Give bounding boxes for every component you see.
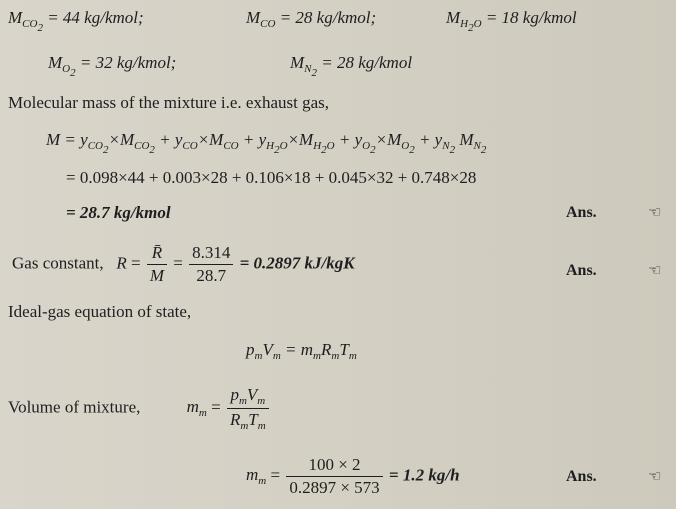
molecular-mass-heading: Molecular mass of the mixture i.e. exhaust gas, <box>8 93 330 112</box>
molar-mass-co2: $M_{CO_2} = 44$ kg/kmol; <box>8 8 144 34</box>
answer-label: Ans. <box>566 204 597 221</box>
mass-result-line: $m_m$ = $\frac{100 \times 2}{0.2897 \times 573}$ = 1.2 kg/h <box>246 455 460 497</box>
volume-line: Volume of mixture, $m_m$ = $\frac{p_mV_m}{R_mT_m}$ <box>8 385 271 432</box>
molecular-mass-formula: $M = y_{CO_2}\times M_{CO_2} + y_{CO}\times M_{CO} + y_{H_2O}\times M_{H_2O} + y_{O_2}\times M_{O_2} + y_{N_2}$ $M_{N_2}$ <box>46 130 487 156</box>
pointing-hand-icon: ☜ <box>648 205 662 221</box>
gas-constant-symbol-fraction: $\frac{R̄}{M}$ <box>147 243 167 286</box>
gas-constant-value-fraction: $\frac{8.314}{28.7}$ <box>189 243 233 286</box>
molar-mass-n2: $M_{N_2} = 28$ kg/kmol <box>290 53 413 79</box>
molecular-mass-substitution: = 0.098×44 + 0.003×28 + 0.106×18 + 0.045×32 + 0.748×28 <box>66 168 477 187</box>
answer-label: Ans. <box>566 262 597 279</box>
pointing-hand-icon: ☜ <box>648 263 662 279</box>
ideal-gas-equation: $p_mV_m = m_mR_mT_m$ <box>246 340 357 362</box>
molar-mass-o2: $M_{O_2} = 32$ kg/kmol; <box>48 53 177 79</box>
ideal-gas-heading: Ideal-gas equation of state, <box>8 302 192 321</box>
molecular-mass-result: = 28.7 kg/kmol <box>66 203 171 222</box>
pointing-hand-icon: ☜ <box>648 469 662 485</box>
molar-mass-co: $M_{CO} = 28$ kg/kmol; <box>246 8 377 30</box>
gas-constant-line: Gas constant, R = $\frac{R̄}{M}$ = $\frac{8.314}{28.7}$ = 0.2897 kJ/kgK <box>12 243 355 285</box>
molar-mass-h2o: $M_{H_2O} = 18$ kg/kmol <box>446 8 577 34</box>
mass-formula-fraction: $\frac{p_mV_m}{R_mT_m}$ <box>227 385 269 432</box>
mass-value-fraction: $\frac{100 \times 2}{0.2897 \times 573}$ <box>286 455 382 498</box>
answer-label: Ans. <box>566 468 597 485</box>
